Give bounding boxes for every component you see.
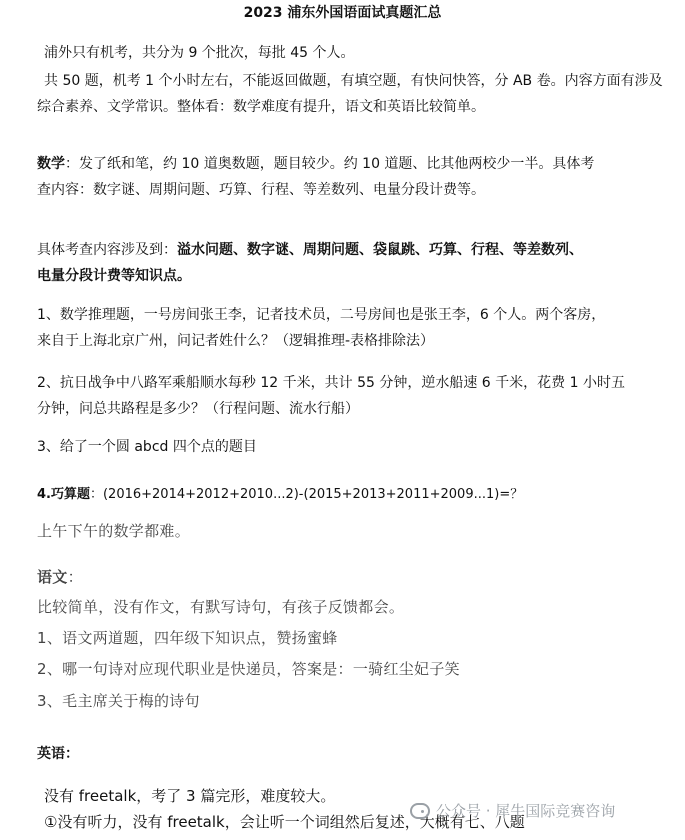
math-question-1-line-2: 来自于上海北京广州，问记者姓什么？（逻辑推理-表格排除法） (37, 333, 435, 349)
math-intro-line-1 (37, 154, 594, 174)
math-note: 上午下午的数学都难。 (37, 522, 191, 540)
math-question-4-expression: ：(2016+2014+2012+2010...2)-(2015+2013+2011+2009...1)=？ (89, 487, 524, 502)
math-question-4 (37, 485, 523, 505)
chinese-colon: ： (67, 568, 83, 586)
intro-paragraph-1: 浦外只有机考，共分为 9 个批次，每批 45 个人。 (44, 45, 355, 61)
math-scope-line-2: 电量分段计费等知识点。 (37, 268, 191, 284)
wechat-icon (410, 803, 430, 819)
math-scope-prefix: 具体考查内容涉及到： (37, 242, 177, 258)
intro-paragraph-2-line-1: 共 50 题，机考 1 个小时左右，不能返回做题，有填空题，有快问快答，分 AB 卷。内容方面有涉及 (44, 73, 663, 89)
page-title: 2023 浦东外国语面试真题汇总 (243, 5, 442, 21)
math-intro-text: ：发了纸和笔，约 10 道奥数题，题目较少。约 10 道题、比其他两校少一半。具体考 (65, 156, 595, 172)
math-label: 数学 (37, 156, 65, 172)
chinese-question-3: 3、毛主席关于梅的诗句 (37, 692, 200, 710)
english-paragraph-2: ①没有听力，没有 freetalk，会让听一个词组然后复述，大概有七、八题 (44, 813, 525, 831)
intro-paragraph-2-line-2: 综合素养、文学常识。整体看：数学难度有提升，语文和英语比较简单。 (37, 99, 485, 115)
math-question-2-line-1: 2、抗日战争中八路军乘船顺水每秒 12 千米，共计 55 分钟，逆水船速 6 千米，花费 1 小时五 (37, 375, 625, 391)
math-question-4-label: 4.巧算题 (37, 487, 90, 502)
chinese-label: 语文 (37, 568, 68, 586)
chinese-heading (37, 567, 83, 587)
watermark (410, 800, 615, 821)
math-scope-topics: 溢水问题、数字谜、周期问题、袋鼠跳、巧算、行程、等差数列、 (177, 242, 583, 258)
english-paragraph-1: 没有 freetalk，考了 3 篇完形，难度较大。 (44, 787, 336, 805)
chinese-paragraph: 比较简单，没有作文，有默写诗句，有孩子反馈都会。 (37, 598, 405, 616)
math-scope-line-1 (37, 240, 583, 260)
chinese-question-2: 2、哪一句诗对应现代职业是快递员，答案是：一骑红尘妃子笑 (37, 660, 460, 678)
chinese-question-1: 1、语文两道题，四年级下知识点，赞扬蜜蜂 (37, 629, 338, 647)
watermark-text: 公众号 · 犀牛国际竞赛咨询 (436, 802, 616, 820)
math-question-2-line-2: 分钟，问总共路程是多少？（行程问题、流水行船） (37, 401, 359, 417)
math-question-3: 3、给了一个圆 abcd 四个点的题目 (37, 439, 257, 455)
math-intro-line-2: 查内容：数字谜、周期问题、巧算、行程、等差数列、电量分段计费等。 (37, 182, 485, 198)
english-heading: 英语： (37, 746, 79, 762)
math-question-1-line-1: 1、数学推理题，一号房间张王李，记者技术员，二号房间也是张王李，6 个人。两个客房， (37, 307, 606, 323)
